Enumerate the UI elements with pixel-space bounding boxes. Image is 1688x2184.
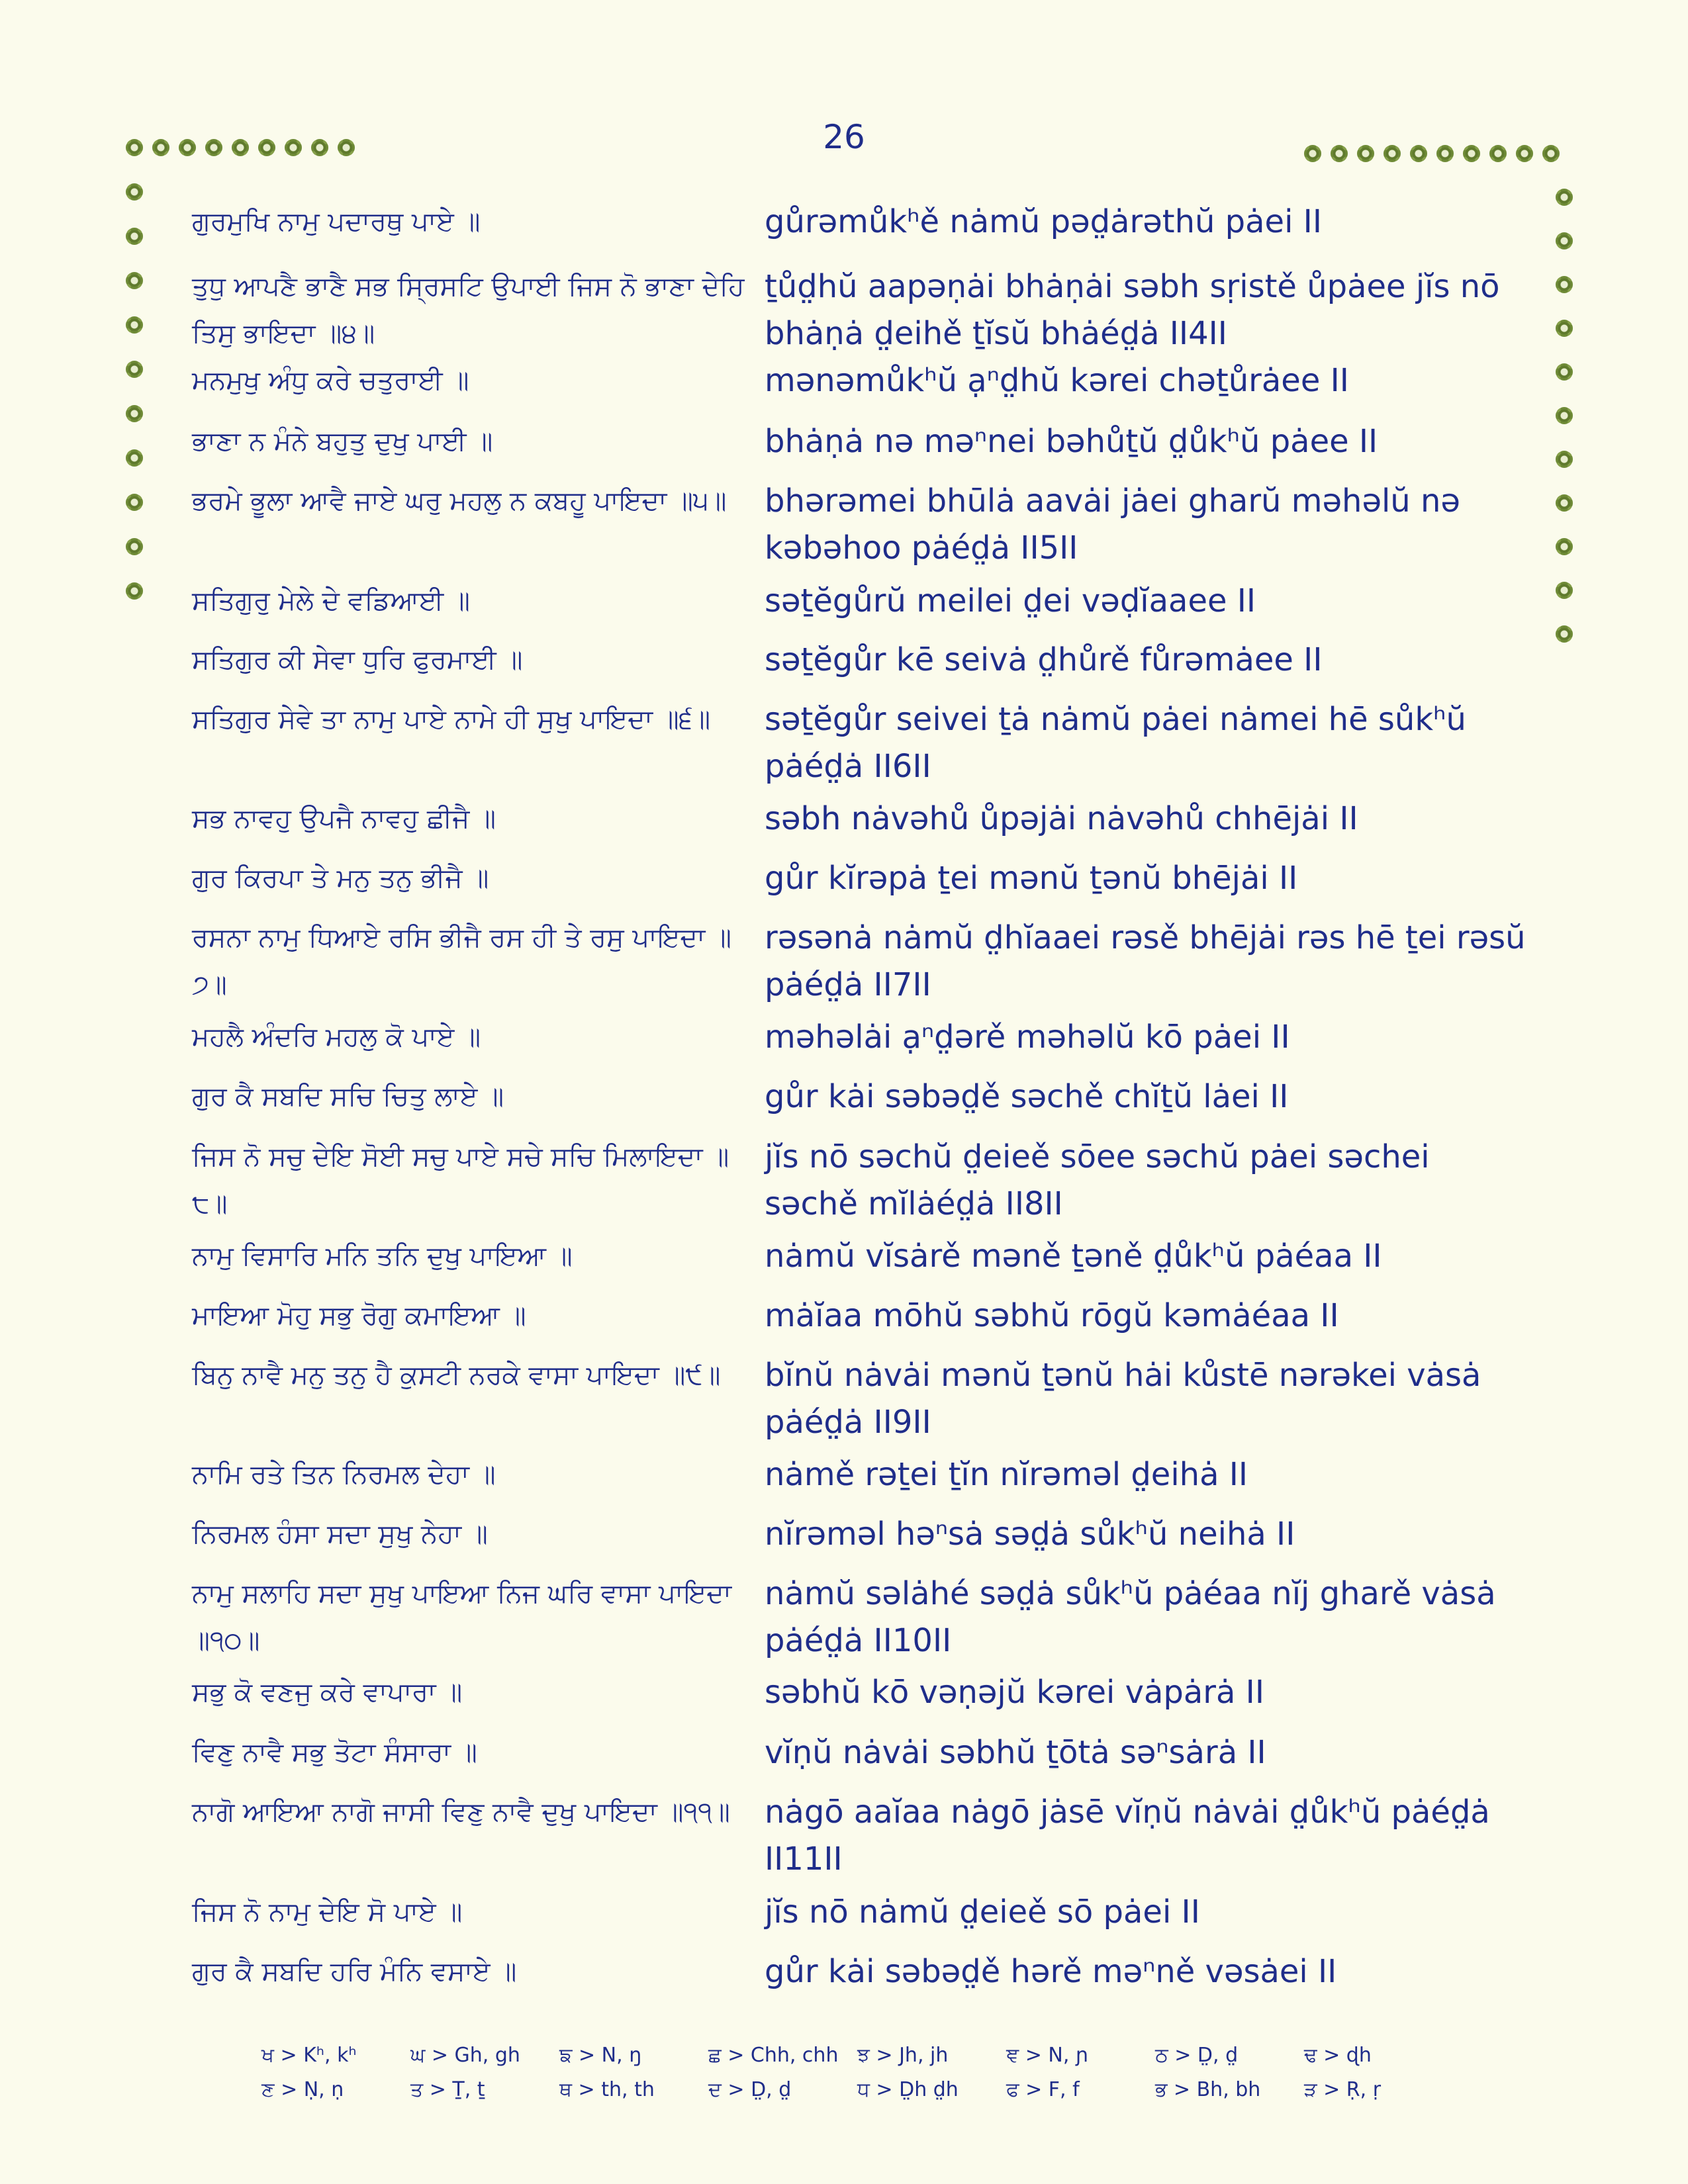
legend-item: ਣ > Ṇ, ṇ	[261, 2078, 344, 2101]
transliteration-text: jĭs nō səchŭ d̤eieě sōee səchŭ pȧei səchei səchě mĭlȧéd̤ȧ II8II	[765, 1138, 1430, 1222]
legend-item: ਤ > Ṯ, ṯ	[410, 2078, 485, 2101]
gurmukhi-text: ਮਨਮੁਖੁ ਅੰਧੁ ਕਰੇ ਚਤੁਰਾਈ ॥	[192, 365, 469, 396]
gurmukhi-text: ਗੁਰ ਕਿਰਪਾ ਤੇ ਮਨੁ ਤਨੁ ਭੀਜੈ ॥	[192, 863, 489, 893]
legend-item: ਭ > Bh, bh	[1155, 2078, 1261, 2101]
legend-item: ਥ > th, th	[559, 2078, 655, 2101]
gurmukhi-text: ਨਿਰਮਲ ਹੰਸਾ ਸਦਾ ਸੁਖੁ ਨੇਹਾ ॥	[192, 1519, 488, 1549]
transliteration-legend	[261, 2038, 1466, 2107]
gurmukhi-text: ਨਾਮੁ ਵਿਸਾਰਿ ਮਨਿ ਤਨਿ ਦੁਖੁ ਪਾਇਆ ॥	[192, 1241, 573, 1271]
transliteration-text: nȧmŭ səlȧhé səd̤ȧ sůkʰŭ pȧéaa nĭj gharě vȧsȧ pȧéd̤ȧ II10II	[765, 1575, 1496, 1659]
gurmukhi-text: ਨਾਮਿ ਰਤੇ ਤਿਨ ਨਿਰਮਲ ਦੇਹਾ ॥	[192, 1459, 496, 1490]
legend-item: ਘ > Gh, gh	[410, 2044, 520, 2067]
gurmukhi-text: ਸਭੁ ਕੋ ਵਣਜੁ ਕਰੇ ਵਾਪਾਰਾ ॥	[192, 1677, 463, 1707]
gurmukhi-text: ਭਰਮੇ ਭੂਲਾ ਆਵੈ ਜਾਏ ਘਰੁ ਮਹਲੁ ਨ ਕਬਹੂ ਪਾਇਦਾ ॥੫॥	[192, 486, 727, 516]
gurmukhi-text: ਤੁਧੁ ਆਪਣੈ ਭਾਣੈ ਸਭ ਸ੍ਰਿਸਟਿ ਉਪਾਈ ਜਿਸ ਨੋ ਭਾਣਾ ਦੇਹਿ ਤਿਸੁ ਭਾਇਦਾ ॥੪॥	[192, 271, 745, 349]
transliteration-text: nȧmě rəṯei ṯĭn nĭrəməl d̤eihȧ II	[765, 1456, 1248, 1493]
gurmukhi-text: ਸਤਿਗੁਰ ਕੀ ਸੇਵਾ ਧੁਰਿ ਫੁਰਮਾਈ ॥	[192, 645, 523, 675]
transliteration-text: gůr kȧi səbəd̤ě səchě chĭṯŭ lȧei II	[765, 1078, 1289, 1115]
gurmukhi-text: ਸਭ ਨਾਵਹੁ ਉਪਜੈ ਨਾਵਹੁ ਛੀਜੈ ॥	[192, 803, 496, 834]
transliteration-text: gůrəmůkʰě nȧmŭ pəd̤ȧrəthŭ pȧei II	[765, 203, 1322, 240]
transliteration-text: ṯůd̤hŭ aapəṇȧi bhȧṇȧi səbh sṛistě ůpȧee jĭs nō bhȧṇȧ d̤eihě ṯĭsŭ bhȧéd̤ȧ II4II	[765, 268, 1500, 352]
legend-item: ਙ > N, ŋ	[559, 2044, 642, 2067]
legend-item: ਞ > N, ɲ	[1006, 2044, 1089, 2067]
gurmukhi-text: ਮਾਇਆ ਮੋਹੁ ਸਭੁ ਰੋਗੁ ਕਮਾਇਆ ॥	[192, 1300, 526, 1331]
transliteration-text: bĭnŭ nȧvȧi mənŭ ṯənŭ hȧi kůstē nərəkei vȧsȧ pȧéd̤ȧ II9II	[765, 1357, 1481, 1441]
transliteration-text: bhərəmei bhūlȧ aavȧi jȧei gharŭ məhəlŭ nə kəbəhoo pȧéd̤ȧ II5II	[765, 482, 1460, 567]
gurmukhi-text: ਜਿਸ ਨੋ ਸਚੁ ਦੇਇ ਸੋਈ ਸਚੁ ਪਾਏ ਸਚੇ ਸਚਿ ਮਿਲਾਇਦਾ ॥੮॥	[192, 1142, 729, 1219]
legend-item: ਧ > D̤h d̤h	[857, 2078, 959, 2101]
transliteration-text: mənəmůkʰŭ ạⁿd̤hŭ kərei chəṯůrȧee II	[765, 362, 1349, 399]
gurmukhi-text: ਨਾਮੁ ਸਲਾਹਿ ਸਦਾ ਸੁਖੁ ਪਾਇਆ ਨਿਜ ਘਰਿ ਵਾਸਾ ਪਾਇਦਾ ॥੧੦॥	[192, 1578, 732, 1656]
legend-item: ਫ > F, f	[1006, 2078, 1080, 2101]
gurmukhi-text: ਗੁਰ ਕੈ ਸਬਦਿ ਸਚਿ ਚਿਤੁ ਲਾਏ ॥	[192, 1081, 504, 1112]
legend-item: ਠ > D̤, d̤	[1155, 2044, 1239, 2067]
gurmukhi-text: ਜਿਸ ਨੋ ਨਾਮੁ ਦੇਇ ਸੋ ਪਾਏ ॥	[192, 1897, 463, 1927]
gurmukhi-text: ਸਤਿਗੁਰੁ ਮੇਲੇ ਦੇ ਵਡਿਆਈ ॥	[192, 586, 470, 616]
transliteration-text: rəsənȧ nȧmŭ d̤hĭaaei rəsě bhējȧi rəs hē ṯei rəsŭ pȧéd̤ȧ II7II	[765, 919, 1526, 1003]
transliteration-text: bhȧṇȧ nə məⁿnei bəhůṯŭ d̤ůkʰŭ pȧee II	[765, 423, 1378, 460]
transliteration-text: nȧmŭ vĭsȧrě məně ṯəně d̤ůkʰŭ pȧéaa II	[765, 1238, 1382, 1275]
transliteration-text: gůr kĭrəpȧ ṯei mənŭ ṯənŭ bhējȧi II	[765, 860, 1298, 897]
transliteration-text: səṯĕgůrŭ meilei d̤ei vəḍĭaaee II	[765, 582, 1256, 619]
legend-item: ਖ > Kʰ, kʰ	[261, 2044, 357, 2067]
legend-item: ਝ > Jh, jh	[857, 2044, 949, 2067]
transliteration-text: nȧgō aaĭaa nȧgō jȧsē vĭṇŭ nȧvȧi d̤ůkʰŭ pȧéd̤ȧ II11II	[765, 1794, 1490, 1878]
legend-item: ਛ > Chh, chh	[708, 2044, 839, 2067]
gurmukhi-text: ਭਾਣਾ ਨ ਮੰਨੇ ਬਹੁਤੁ ਦੁਖੁ ਪਾਈ ॥	[192, 426, 493, 457]
transliteration-text: səṯĕgůr seivei ṯȧ nȧmŭ pȧei nȧmei hē sůkʰŭ pȧéd̤ȧ II6II	[765, 701, 1466, 785]
gurmukhi-text: ਵਿਣੁ ਨਾਵੈ ਸਭੁ ਤੋਟਾ ਸੰਸਾਰਾ ॥	[192, 1737, 477, 1768]
transliteration-text: səṯĕgůr kē seivȧ d̤hůrě fůrəmȧee II	[765, 641, 1323, 678]
transliteration-text: nĭrəməl həⁿsȧ səd̤ȧ sůkʰŭ neihȧ II	[765, 1516, 1295, 1553]
legend-row	[261, 2038, 1466, 2073]
transliteration-text: məhəlȧi ạⁿd̤ərě məhəlŭ kō pȧei II	[765, 1019, 1290, 1056]
gurmukhi-text: ਮਹਲੈ ਅੰਦਰਿ ਮਹਲੁ ਕੋ ਪਾਏ ॥	[192, 1022, 481, 1052]
legend-item: ੜ > Ṛ, ṛ	[1304, 2078, 1382, 2101]
transliteration-text: gůr kȧi səbəd̤ě hərě məⁿně vəsȧei II	[765, 1953, 1337, 1990]
transliteration-text: mȧĭaa mōhŭ səbhŭ rōgŭ kəmȧéaa II	[765, 1297, 1339, 1334]
transliteration-text: səbhŭ kō vəṇəjŭ kərei vȧpȧrȧ II	[765, 1674, 1264, 1711]
gurmukhi-text: ਰਸਨਾ ਨਾਮੁ ਧਿਆਏ ਰਸਿ ਭੀਜੈ ਰਸ ਹੀ ਤੇ ਰਸੁ ਪਾਇਦਾ ॥੭॥	[192, 923, 731, 1000]
legend-row	[261, 2073, 1466, 2107]
page-number: 26	[823, 118, 865, 156]
gurmukhi-text: ਗੁਰ ਕੈ ਸਬਦਿ ਹਰਿ ਮੰਨਿ ਵਸਾਏ ॥	[192, 1956, 517, 1987]
transliteration-text: səbh nȧvəhů ůpəjȧi nȧvəhů chhējȧi II	[765, 800, 1358, 837]
transliteration-text: jĭs nō nȧmŭ d̤eieě sō pȧei II	[765, 1893, 1200, 1931]
gurmukhi-text: ਬਿਨੁ ਨਾਵੈ ਮਨੁ ਤਨੁ ਹੈ ਕੁਸਟੀ ਨਰਕੇ ਵਾਸਾ ਪਾਇਦਾ ॥੯॥	[192, 1360, 721, 1390]
gurmukhi-text: ਗੁਰਮੁਖਿ ਨਾਮੁ ਪਦਾਰਥੁ ਪਾਏ ॥	[192, 206, 481, 237]
legend-item: ਢ > ɖh	[1304, 2044, 1372, 2067]
gurmukhi-text: ਨਾਗੋ ਆਇਆ ਨਾਗੋ ਜਾਸੀ ਵਿਣੁ ਨਾਵੈ ਦੁਖੁ ਪਾਇਦਾ ॥੧੧॥	[192, 1797, 730, 1827]
gurmukhi-text: ਸਤਿਗੁਰ ਸੇਵੇ ਤਾ ਨਾਮੁ ਪਾਏ ਨਾਮੇ ਹੀ ਸੁਖੁ ਪਾਇਦਾ ॥੬॥	[192, 704, 711, 735]
transliteration-text: vĭṇŭ nȧvȧi səbhŭ ṯōtȧ səⁿsȧrȧ II	[765, 1734, 1266, 1771]
legend-item: ਦ > D̤, d̤	[708, 2078, 792, 2101]
